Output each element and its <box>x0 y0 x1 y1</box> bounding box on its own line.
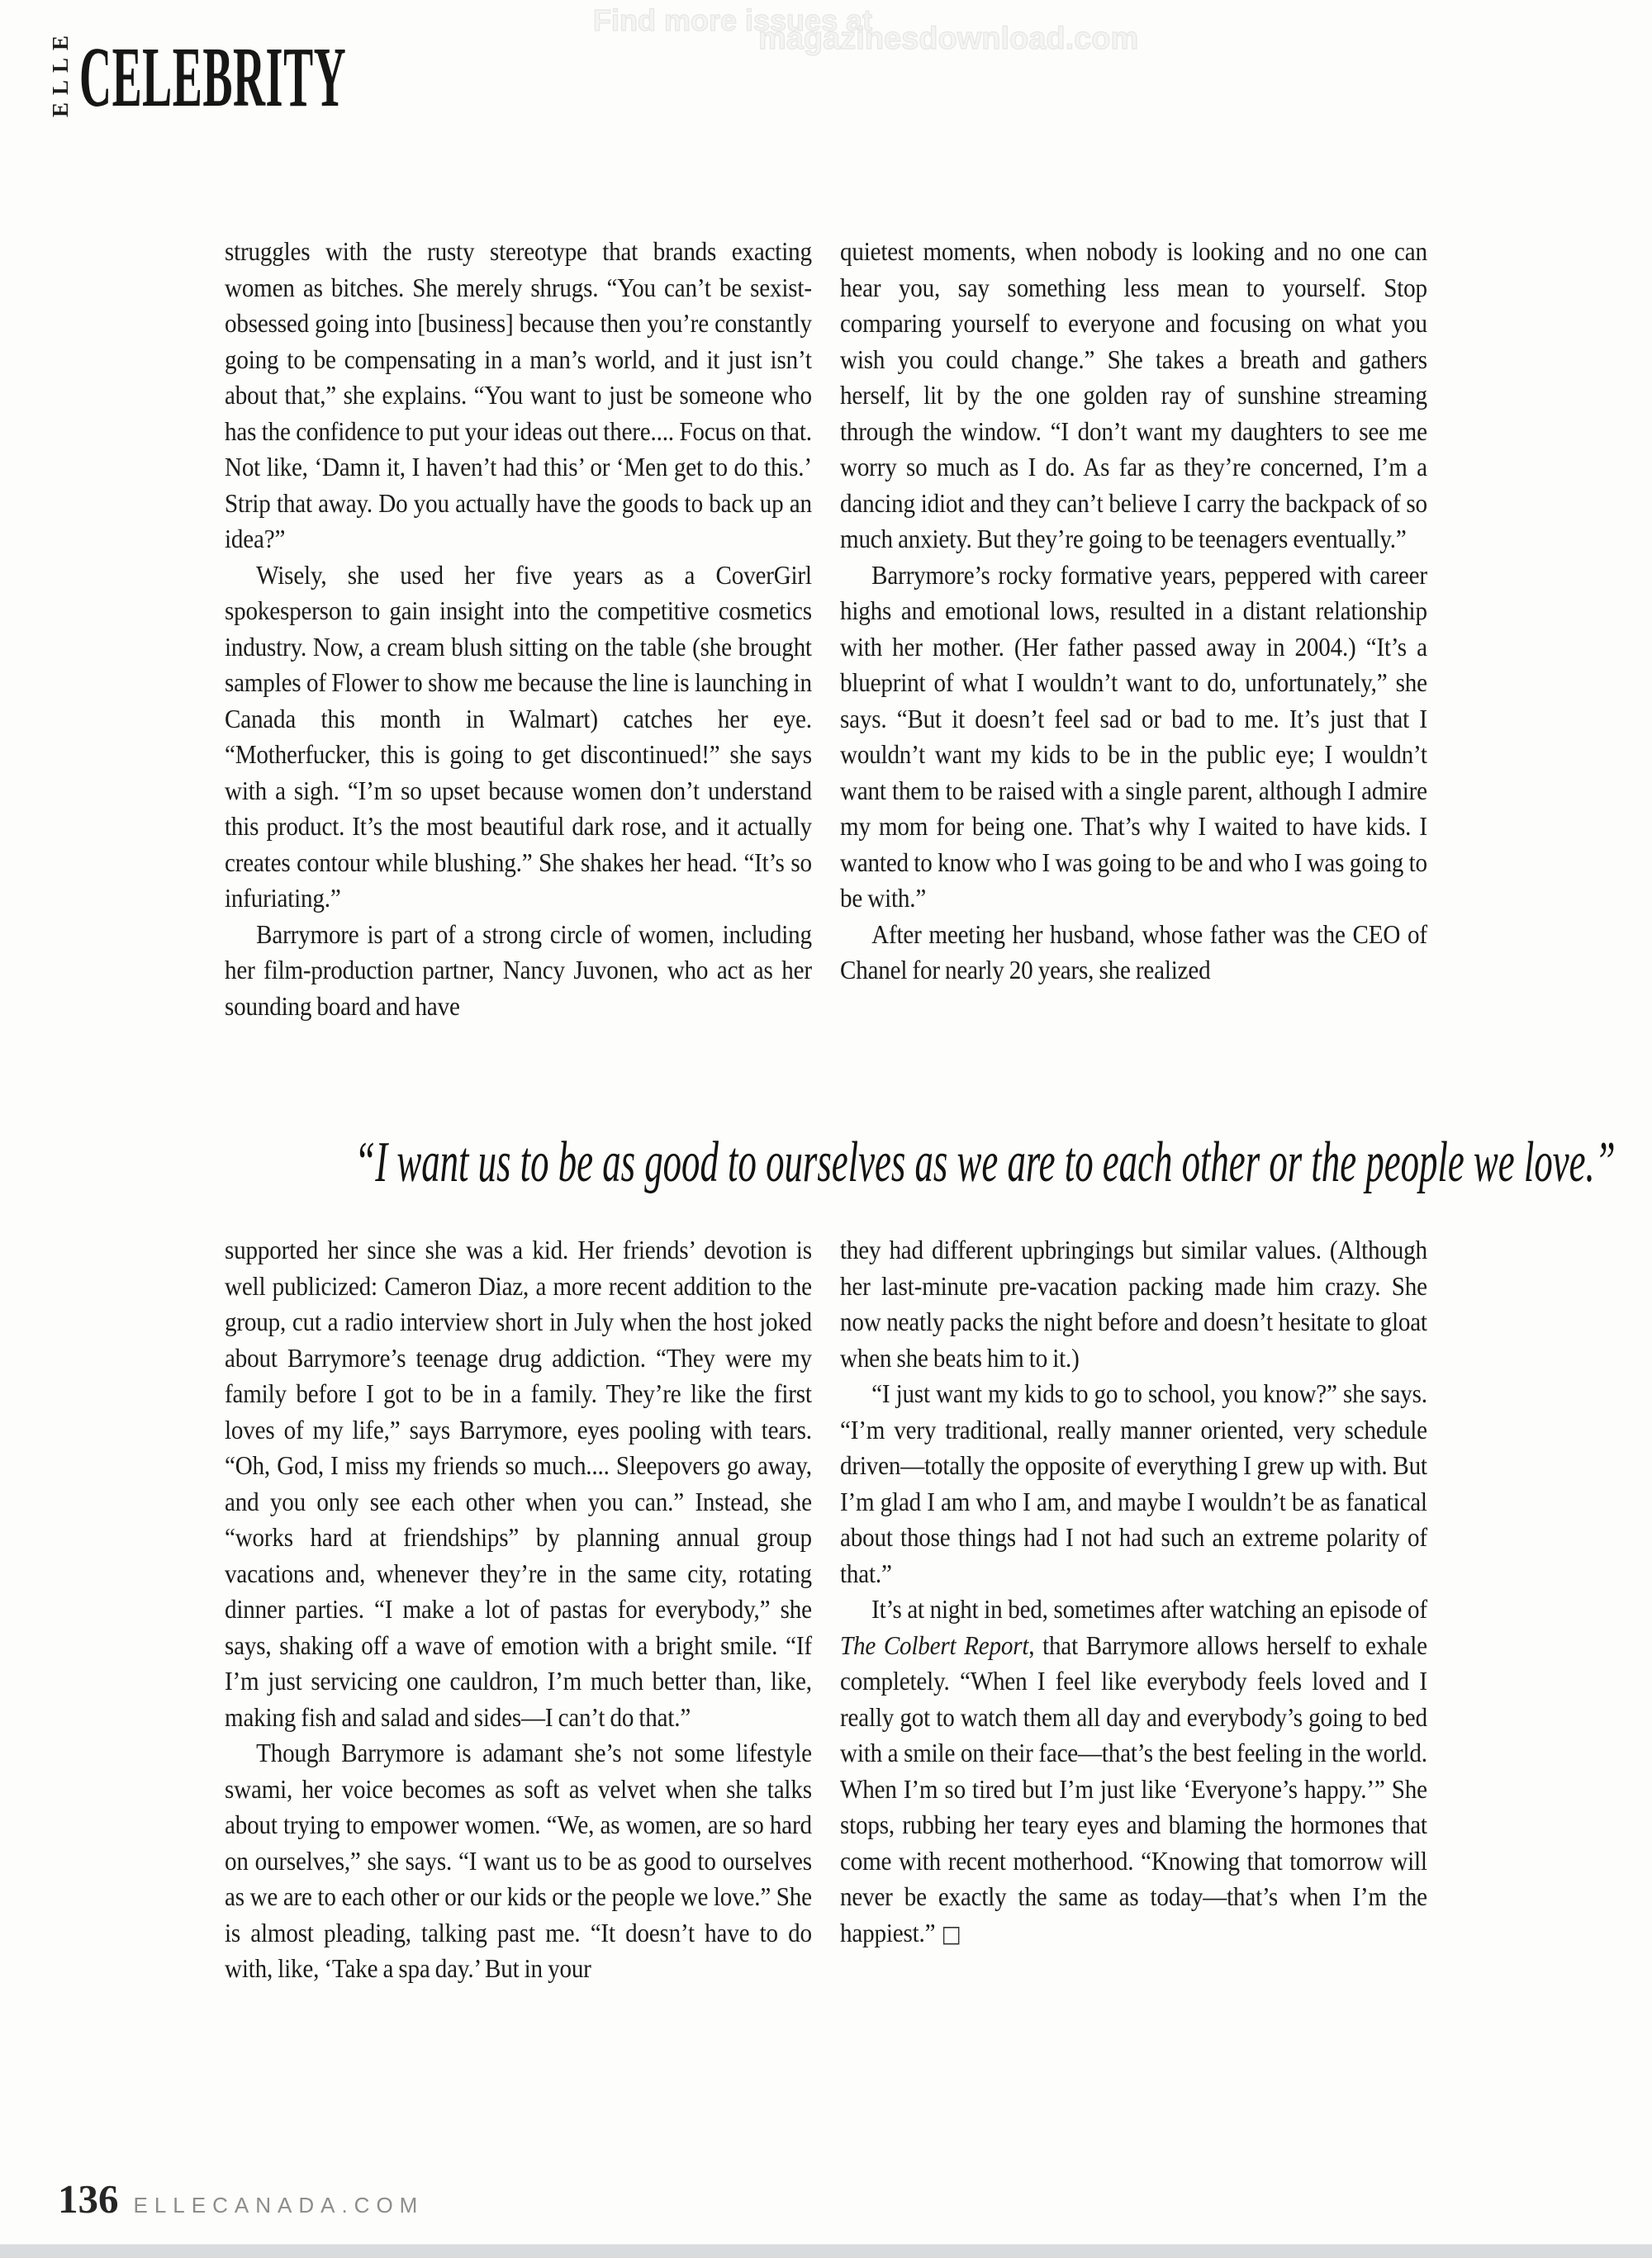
paragraph-segment: It’s at night in bed, sometimes after watching an episode of <box>871 1594 1427 1624</box>
section-title: CELEBRITY <box>79 30 347 125</box>
watermark-line2: magazinesdownload.com <box>758 21 1139 56</box>
body-paragraph: Though Barrymore is adamant she’s not some lifestyle swami, her voice becomes as soft as velvet when she talks about trying to empower women. “We, as women, are so hard on ourselves,” she says. “I want us to be as good to ourselves as we are to each other or our kids or the people we love.” She is almost pleading, talking past me. “It doesn’t have to do with, like, ‘Take a spa day.’ But in your <box>225 1738 812 1983</box>
body-paragraph: struggles with the rusty stereotype that brands exacting women as bitches. She merely shrugs. “You can’t be sexist-obsessed going into [business] because then you’re constantly going to be compensating in a man’s world, and it just isn’t about that,” she explains. “You want to just be someone who has the confidence to put your ideas out there.... Focus on that. Not like, ‘Damn it, I haven’t had this’ or ‘Men get to do this.’ Strip that away. Do you actually have the goods to back up an idea?” <box>225 236 812 553</box>
elle-logo-vertical: ELLE <box>48 27 73 117</box>
pull-quote-text: “I want us to be as good to ourselves as we are to each other or the people we love.” <box>354 1131 1616 1194</box>
body-paragraph: “I just want my kids to go to school, you know?” she says. “I’m very traditional, really manner oriented, very schedule driven—totally the opposite of everything I grew up with. But I’m glad I am who I am, and maybe I wouldn’t be as fanatical about those things had I not had such an extreme polarity of that.” <box>840 1378 1427 1588</box>
paragraph-segment: , that Barrymore allows herself to exhale completely. “When I feel like everybody feels loved and I really got to watch them all day and everybody’s going to bed with a smile on their face—that’s the best feeling in the world. When I’m so tired but I’m just like ‘Everyone’s happy.’” She stops, rubbing her teary eyes and blaming the hormones that come with recent motherhood. “Knowing that tomorrow will never be exactly the same as today—that’s when I’m the happiest.” <box>840 1629 1427 1947</box>
pull-quote <box>0 1130 1652 1197</box>
column-bottom-right <box>840 1232 1427 1952</box>
body-paragraph: quietest moments, when nobody is looking and no one can hear you, say something less mean to yourself. Stop comparing yourself to everyone and focusing on what you wish you could change.” She takes a breath and gathers herself, lit by the one golden ray of sunshine streaming through the window. “I don’t want my daughters to see me worry so much as I do. As far as they’re concerned, I’m a dancing idiot and they can’t believe I carry the backpack of so much anxiety. But they’re going to be teenagers eventually.” <box>840 236 1427 553</box>
body-paragraph <box>840 1592 1427 1952</box>
column-top-right <box>840 234 1427 989</box>
watermark-line1: Find more issues at <box>593 3 873 37</box>
page-number: 136 <box>58 2176 119 2222</box>
show-title: The Colbert Report <box>840 1629 1029 1660</box>
column-top-left <box>225 234 812 1024</box>
site-url: ELLECANADA.COM <box>133 2193 425 2218</box>
page-edge-strip <box>0 2244 1652 2258</box>
body-paragraph: they had different upbringings but similar values. (Although her last-minute pre-vacation packing made him crazy. She now neatly packs the night before and doesn’t hesitate to gloat when she beats him to it.) <box>840 1235 1427 1373</box>
end-of-article-mark: □ <box>941 1919 961 1947</box>
body-paragraph: supported her since she was a kid. Her friends’ devotion is well publicized: Cameron Diaz, a more recent addition to the group, cut a radio interview short in July when the host joked about Barrymore’s teenage drug addiction. “They were my family before I got to be in a family. They’re like the first loves of my life,” says Barrymore, eyes pooling with tears. “Oh, God, I miss my friends so much.... Sleepovers go away, and you only see each other when you can.” Instead, she “works hard at friendships” by planning annual group vacations and, whenever they’re in the same city, rotating dinner parties. “I make a lot of pastas for everybody,” she says, shaking off a wave of emotion with a bright smile. “If I’m just servicing one cauldron, I’m much better than, like, making fish and salad and sides—I can’t do that.” <box>225 1235 812 1732</box>
body-paragraph: Barrymore is part of a strong circle of women, including her film-production partner, Nancy Juvonen, who act as her sounding board and have <box>225 918 812 1021</box>
body-paragraph: Wisely, she used her five years as a CoverGirl spokesperson to gain insight into the competitive cosmetics industry. Now, a cream blush sitting on the table (she brought samples of Flower to show me because the line is launching in Canada this month in Walmart) catches her eye. “Motherfucker, this is going to get discontinued!” she says with a sigh. “I’m so upset because women don’t understand this product. It’s the most beautiful dark rose, and it actually creates contour while blushing.” She shakes her head. “It’s so infuriating.” <box>225 559 812 913</box>
column-bottom-left <box>225 1232 812 1987</box>
body-paragraph: Barrymore’s rocky formative years, peppered with career highs and emotional lows, resulted in a distant relationship with her mother. (Her father passed away in 2004.) “It’s a blueprint of what I wouldn’t want to do, unfortunately,” she says. “But it doesn’t feel sad or bad to me. It’s just that I wouldn’t want my kids to be in the public eye; I wouldn’t want them to be raised with a single parent, although I admire my mom for being one. That’s why I waited to have kids. I wanted to know who I was going to be and who I was going to be with.” <box>840 559 1427 913</box>
page-footer <box>58 2175 424 2222</box>
body-paragraph: After meeting her husband, whose father was the CEO of Chanel for nearly 20 years, she realized <box>840 918 1427 984</box>
